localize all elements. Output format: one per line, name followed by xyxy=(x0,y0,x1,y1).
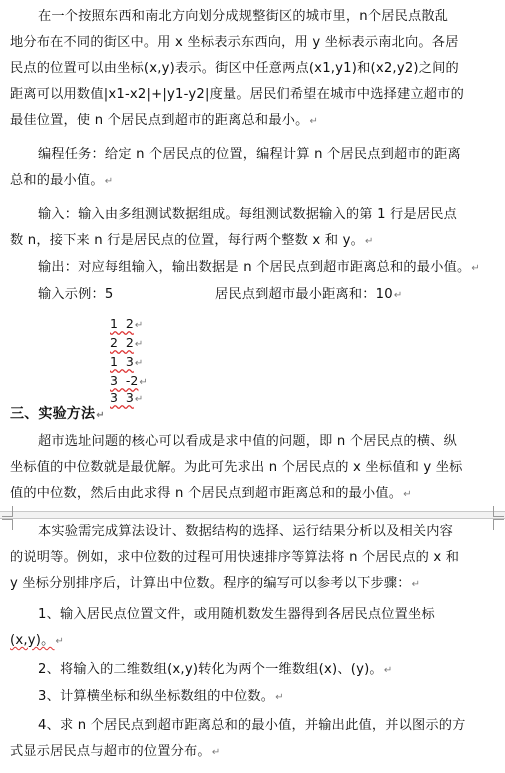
input-line-2: 数 n，接下来 n 行是居民点的位置，每行两个整数 x 和 y。↵ xyxy=(10,233,374,248)
page-corner-mark xyxy=(493,506,504,517)
example-row: 1 2↵ xyxy=(110,316,144,331)
paragraph-mark-icon: ↵ xyxy=(211,747,221,758)
task-line-2: 总和的最小值。↵ xyxy=(10,173,114,188)
paragraph-mark-icon: ↵ xyxy=(275,692,284,703)
example-row: 3 3↵ xyxy=(110,390,144,405)
section-heading: 三、实验方法↵ xyxy=(10,406,105,422)
paragraph-mark-icon: ↵ xyxy=(403,489,412,500)
example-row: 2 2↵ xyxy=(110,335,144,350)
page-corner-mark xyxy=(2,506,13,517)
paragraph-mark-icon: ↵ xyxy=(139,377,148,388)
paragraph-mark-icon: ↵ xyxy=(134,358,144,369)
paragraph-mark-icon: ↵ xyxy=(365,236,374,247)
para1-line-2: 地分布在不同的街区中。用 x 坐标表示东西向，用 y 坐标表示南北向。各居 xyxy=(10,35,459,50)
paragraph-mark-icon: ↵ xyxy=(309,116,319,127)
step-1-line-1: 1、输入居民点位置文件，或用随机数发生器得到各居民点位置坐标 xyxy=(38,607,435,622)
step-4-line-1: 4、求 n 个居民点到超市距离总和的最小值，并输出此值，并以图示的方 xyxy=(38,718,466,733)
para2-line-1: 本实验需完成算法设计、数据结构的选择、运行结果分析以及相关内容 xyxy=(38,524,454,539)
paragraph-mark-icon: ↵ xyxy=(383,665,393,676)
section3-line-1: 超市选址问题的核心可以看成是求中值的问题，即 n 个居民点的横、纵 xyxy=(38,434,457,449)
step-3: 3、计算横坐标和纵坐标数组的中位数。↵ xyxy=(38,689,284,704)
paragraph-mark-icon: ↵ xyxy=(471,263,480,274)
page-break xyxy=(0,511,505,519)
paragraph-mark-icon: ↵ xyxy=(411,579,421,590)
input-line-1: 输入：输入由多组测试数据组成。每组测试数据输入的第 1 行是居民点 xyxy=(38,207,457,222)
para2-line-3: y 坐标分别排序后，计算出中位数。程序的编写可以参考以下步骤：↵ xyxy=(10,576,421,591)
paragraph-mark-icon: ↵ xyxy=(393,290,403,301)
paragraph-mark-icon: ↵ xyxy=(134,320,144,331)
task-line-1: 编程任务：给定 n 个居民点的位置，编程计算 n 个居民点到超市的距离 xyxy=(38,147,461,162)
para1-line-3: 民点的位置可以由坐标(x,y)表示。街区中任意两点(x1,y1)和(x2,y2)之间的 xyxy=(10,61,459,76)
paragraph-mark-icon: ↵ xyxy=(134,394,144,405)
paragraph-mark-icon: ↵ xyxy=(134,339,144,350)
section3-line-2: 坐标值的中位数就是最优解。为此可先求出 n 个居民点的 x 坐标值和 y 坐标 xyxy=(10,460,463,475)
para1-line-1: 在一个按照东西和南北方向划分成规整街区的城市里，n个居民点散乱 xyxy=(38,9,449,24)
para1-line-5: 最佳位置，使 n 个居民点到超市的距离总和最小。↵ xyxy=(10,113,319,128)
step-2: 2、将输入的二维数组(x,y)转化为两个一维数组(x)、(y)。↵ xyxy=(38,662,393,677)
output-line: 输出：对应每组输入，输出数据是 n 个居民点到超市距离总和的最小值。↵ xyxy=(38,260,480,275)
example-row: 3 -2↵ xyxy=(110,373,148,388)
paragraph-mark-icon: ↵ xyxy=(55,636,65,647)
para1-line-4: 距离可以用数值|x1-x2|+|y1-y2|度量。居民们希望在城市中选择建立超市的 xyxy=(10,87,464,102)
example-output-label: 居民点到超市最小距离和：10↵ xyxy=(215,287,403,302)
example-input-label: 输入示例：5 xyxy=(38,287,114,302)
section3-line-3: 值的中位数，然后由此求得 n 个居民点到超市距离总和的最小值。↵ xyxy=(10,486,412,501)
paragraph-mark-icon: ↵ xyxy=(104,176,114,187)
paragraph-mark-icon: ↵ xyxy=(96,410,105,421)
example-row: 1 3↵ xyxy=(110,354,144,369)
step-1-line-2: (x,y)。↵ xyxy=(10,633,65,648)
step-4-line-2: 式显示居民点与超市的位置分布。↵ xyxy=(10,744,221,759)
para2-line-2: 的说明等。例如，求中位数的过程可用快速排序等算法将 n 个居民点的 x 和 xyxy=(10,550,460,565)
